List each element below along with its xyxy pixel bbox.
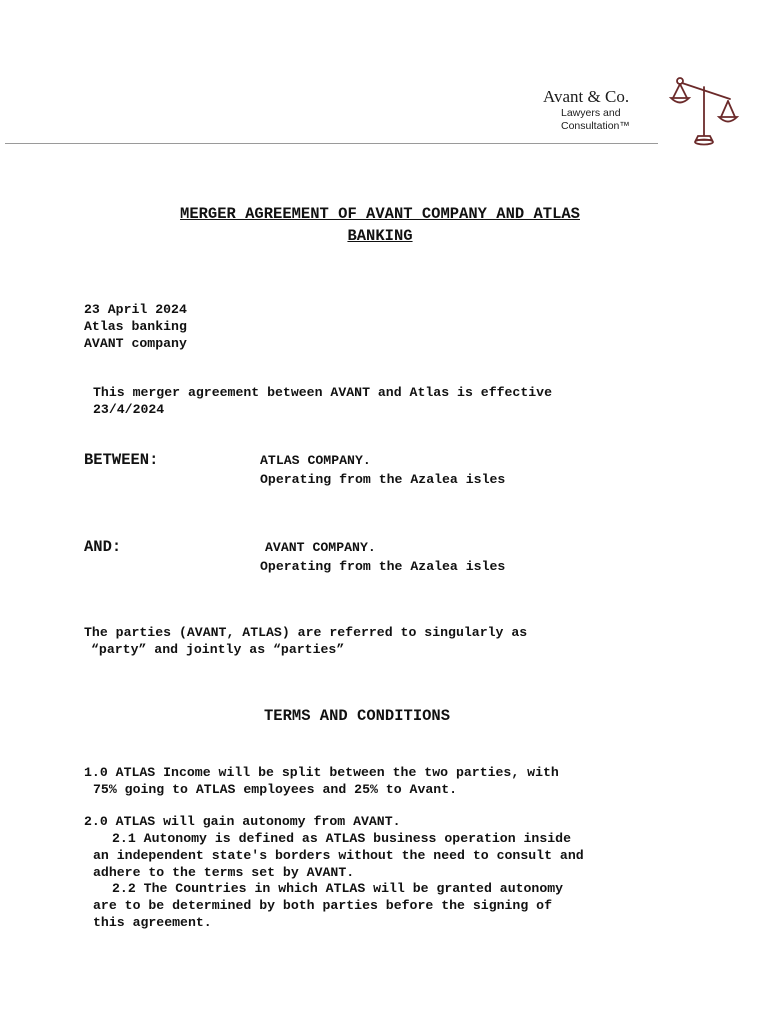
- effective-statement-line-2: 23/4/2024: [93, 402, 165, 417]
- clause-line: an independent state's borders without the need to consult and: [93, 848, 584, 863]
- effective-statement-line-1: This merger agreement between AVANT and Atlas is effective: [93, 385, 552, 400]
- clause-line: are to be determined by both parties before the signing of: [93, 898, 552, 913]
- and-party-name: AVANT COMPANY.: [265, 540, 376, 555]
- parties-definition-line-2: “party” and jointly as “parties”: [91, 642, 345, 657]
- clause-line: 75% going to ATLAS employees and 25% to Avant.: [93, 782, 458, 797]
- between-party-location: Operating from the Azalea isles: [260, 472, 506, 487]
- clause-line: adhere to the terms set by AVANT.: [93, 865, 355, 880]
- parties-definition-line-1: The parties (AVANT, ATLAS) are referred to singularly as: [84, 625, 528, 640]
- clause-line: 1.0 ATLAS Income will be split between the two parties, with: [84, 765, 559, 780]
- firm-tagline: [561, 107, 630, 133]
- document-title: [100, 203, 660, 247]
- firm-tagline-line-1: Lawyers and: [561, 107, 621, 119]
- clause-line: 2.1 Autonomy is defined as ATLAS business operation inside: [112, 831, 571, 846]
- document-date: 23 April 2024: [84, 302, 187, 317]
- terms-heading: TERMS AND CONDITIONS: [264, 707, 451, 725]
- clause-line: 2.0 ATLAS will gain autonomy from AVANT.: [84, 814, 401, 829]
- party-line-avant: AVANT company: [84, 336, 187, 351]
- firm-tagline-line-2: Consultation™: [561, 120, 630, 132]
- clause-line: this agreement.: [93, 915, 212, 930]
- party-line-atlas: Atlas banking: [84, 319, 187, 334]
- between-party-name: ATLAS COMPANY.: [260, 453, 371, 468]
- clause-line: 2.2 The Countries in which ATLAS will be granted autonomy: [112, 881, 564, 896]
- firm-name: Avant & Co.: [543, 87, 630, 106]
- document-title-line-1: MERGER AGREEMENT OF AVANT COMPANY AND ATLAS: [180, 205, 580, 223]
- between-label: BETWEEN:: [84, 451, 159, 469]
- scales-of-justice-icon: [668, 74, 740, 146]
- and-label: AND:: [84, 538, 122, 556]
- document-title-line-2: BANKING: [347, 227, 413, 245]
- header-divider: [5, 143, 658, 144]
- and-party-location: Operating from the Azalea isles: [260, 559, 506, 574]
